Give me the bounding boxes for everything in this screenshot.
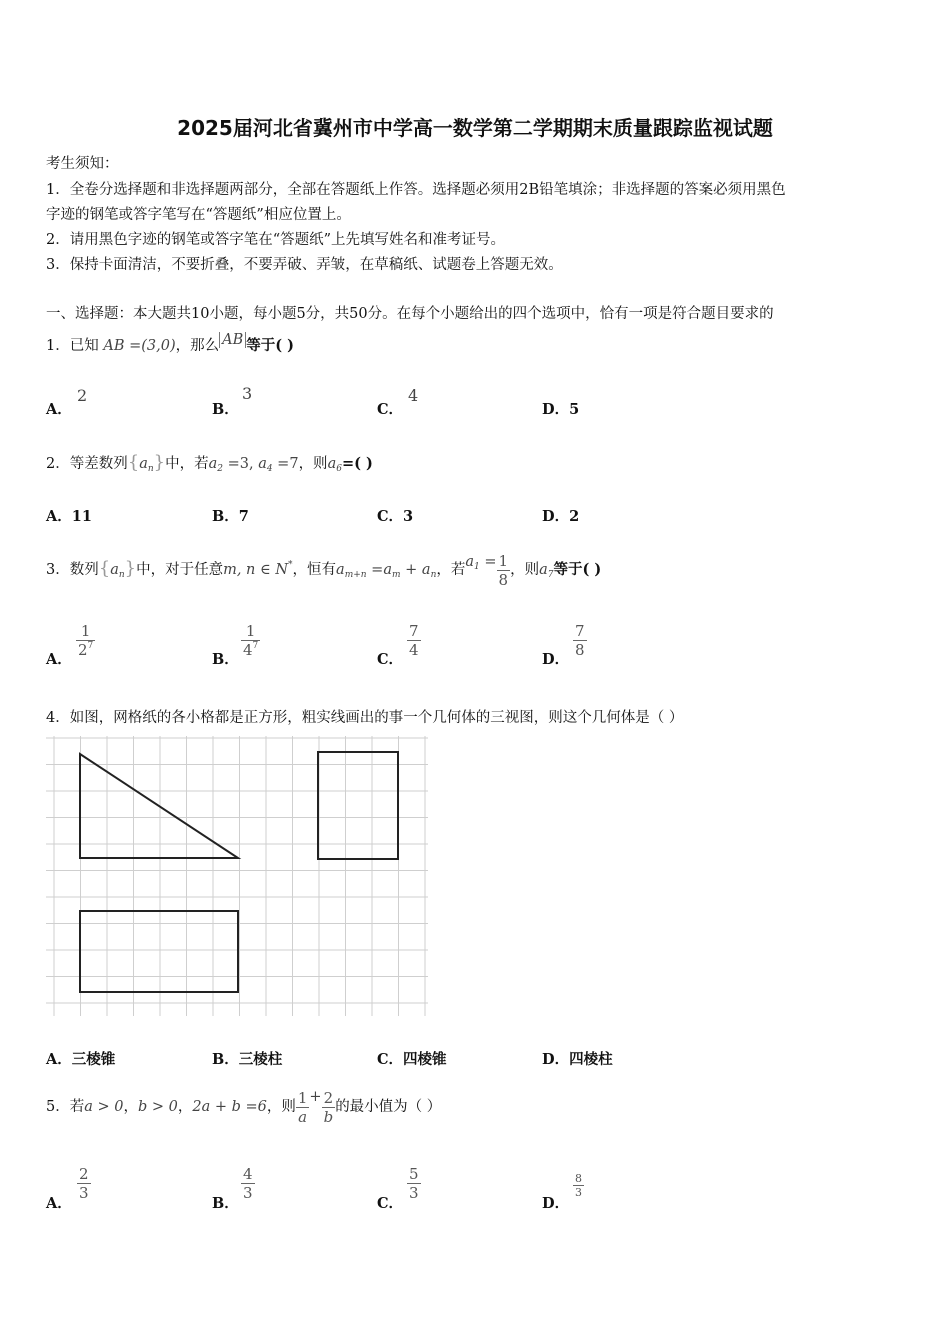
q2-option-d: D．2	[542, 508, 580, 525]
question-3	[46, 540, 601, 590]
q2-seq-brace-right: }	[153, 452, 166, 473]
q1-abs-ab: AB	[219, 332, 246, 348]
q4-option-d: D．四棱柱	[542, 1051, 613, 1068]
q5-constraint: 2a + b =6	[192, 1099, 267, 1115]
front-view-triangle	[80, 754, 238, 858]
q1-option-d-label: D．5	[542, 401, 580, 418]
question-2	[46, 452, 373, 474]
q3-text-5: ，则	[510, 562, 540, 578]
q3-option-a-fraction: $\frac{1}{2^7}$	[78, 622, 94, 659]
section-heading: 一、选择题：本大题共10小题，每小题5分，共50分。在每个小题给出的四个选项中，恰有一项是符合题目要求的	[46, 306, 774, 322]
q2-a2: a	[208, 456, 218, 472]
question-5	[46, 1082, 441, 1132]
q2-text-4: =( )	[341, 455, 373, 472]
q3-text-6: 等于( )	[553, 561, 602, 578]
notice-line-3: 3．保持卡面清洁，不要折叠，不要弄破、弄皱，在草稿纸、试题卷上答题无效。	[46, 257, 563, 273]
q4-text: 如图，网格纸的各小格都是正方形，粗实线画出的事一个几何体的三视图，则这个几何体是（ ）	[69, 710, 684, 726]
notice-line-2: 2．请用黑色字迹的钢笔或答字笔在“答题纸”上先填写姓名和准考证号。	[46, 232, 506, 248]
q3-seq-a: a	[110, 562, 119, 578]
q3-eq-2: =	[479, 554, 497, 570]
q1-option-d-value: 5	[569, 401, 580, 418]
q3-option-d-label: D．	[542, 651, 570, 668]
q3-number: 3．	[46, 562, 70, 578]
q2-seq-brace-left: {	[127, 452, 140, 473]
q1-vector-ab: AB =(3,0)	[103, 338, 176, 354]
q3-text-2: 中，对于任意	[136, 562, 224, 578]
q3-a7-sub: 7	[547, 570, 554, 580]
q2-seq-a: a	[139, 456, 148, 472]
q2-option-c: C．3	[377, 508, 414, 525]
q3-seq-brace-left: {	[98, 558, 111, 579]
q3-option-c-label: C．	[377, 651, 404, 668]
q1-text-2: ，那么	[175, 338, 220, 354]
q1-option-c-value: 4	[408, 386, 419, 405]
q3-option-c-fraction: $\frac{7}{4}$	[409, 622, 419, 659]
q3-am: a	[383, 562, 392, 578]
q5-text-5: 的最小值为（ ）	[335, 1099, 442, 1115]
q2-number: 2．	[46, 456, 70, 472]
q3-plus: +	[400, 562, 422, 578]
q1-option-a-value: 2	[77, 386, 88, 405]
q3-seq-brace-right: }	[124, 558, 137, 579]
question-4	[46, 706, 683, 727]
q2-a6: a	[327, 456, 337, 472]
q3-amn-sub: m+n	[344, 570, 367, 580]
q3-text-3: ，恒有	[292, 562, 337, 578]
q3-n-star: *	[288, 560, 293, 570]
q4-option-a: A．三棱锥	[46, 1051, 116, 1068]
q3-option-b-label: B．	[212, 651, 239, 668]
side-view-rectangle	[318, 752, 398, 859]
q1-text-1: 已知	[69, 338, 99, 354]
q5-option-b-fraction: $\frac{4}{3}$	[243, 1165, 253, 1202]
q3-a1-sub: 1	[474, 562, 480, 572]
q4-option-c: C．四棱锥	[377, 1051, 447, 1068]
page-title: 2025届河北省冀州市中学高一数学第二学期期末质量跟踪监视试题	[177, 116, 773, 140]
q3-text-4: ，若	[436, 562, 466, 578]
q1-option-b-label: B．	[212, 401, 239, 418]
three-view-figure	[46, 736, 428, 1016]
q5-option-d-fraction: $\frac{8}{3}$	[575, 1172, 582, 1200]
q3-fraction-1-8	[497, 552, 511, 589]
q3-a1: a	[465, 554, 475, 570]
q3-am-sub: m	[392, 570, 401, 580]
q3-seq-sub: n	[118, 570, 125, 580]
notice-line-1a: 1．全卷分选择题和非选择题两部分，全部在答题纸上作答。选择题必须用2B铅笔填涂；非选择题的答案必须用黑色	[46, 182, 786, 198]
q5-option-a-fraction: $\frac{2}{3}$	[79, 1165, 89, 1202]
notice-heading: 考生须知：	[46, 156, 119, 172]
q3-frac-den: 8	[498, 570, 509, 589]
q3-mn-in-n: m, n ∈ N	[223, 562, 289, 578]
q2-seq-sub: n	[147, 464, 154, 474]
q3-amn: a	[336, 562, 345, 578]
q2-text-1: 等差数列	[69, 456, 128, 472]
q3-option-b-fraction: $\frac{1}{4^7}$	[243, 622, 259, 659]
q2-text-2: 中，若	[165, 456, 209, 472]
q5-text-4: ，则	[266, 1099, 296, 1115]
q5-option-a-label: A．	[46, 1195, 72, 1212]
q1-number: 1．	[46, 338, 70, 354]
q5-text-2: ，	[123, 1099, 138, 1115]
q1-text-3: 等于( )	[246, 337, 295, 354]
q3-option-d-fraction: $\frac{7}{8}$	[575, 622, 585, 659]
q2-a2-sub: 2	[217, 464, 223, 474]
q2-eq-2: =7	[272, 456, 299, 472]
q3-eq: =	[366, 562, 384, 578]
q1-option-c-label: C．	[377, 401, 404, 418]
q5-option-c-label: C．	[377, 1195, 404, 1212]
question-1	[46, 334, 294, 355]
q2-eq-1: =3,	[222, 456, 259, 472]
q5-fraction-1-a: $\frac{1}{a}$	[297, 1088, 308, 1126]
q5-option-b-label: B．	[212, 1195, 239, 1212]
q1-option-b-value: 3	[242, 384, 253, 403]
q5-option-d-label: D．	[542, 1195, 570, 1212]
q2-option-b: B．7	[212, 508, 249, 525]
q3-option-a-label: A．	[46, 651, 72, 668]
q3-text-1: 数列	[69, 562, 99, 578]
q4-number: 4．	[46, 710, 70, 726]
q2-a6-sub: 6	[336, 464, 342, 474]
q2-option-a: A．11	[46, 508, 92, 525]
q1-option-a-label: A．	[46, 401, 72, 418]
notice-line-1b: 字迹的钢笔或答字笔写在“答题纸”相应位置上。	[46, 207, 351, 223]
q5-fraction-2-b: $\frac{2}{b}$	[323, 1088, 334, 1126]
q3-an-sub: n	[430, 570, 437, 580]
q2-a4: a	[258, 456, 267, 472]
q5-text-1: 若	[69, 1099, 85, 1115]
q2-text-3: ，则	[298, 456, 328, 472]
q5-cond-a: a > 0	[84, 1099, 124, 1115]
q5-text-3: ，	[177, 1099, 193, 1115]
q3-frac-num: 1	[498, 551, 509, 570]
q4-option-b: B．三棱柱	[212, 1051, 283, 1068]
q5-option-c-fraction: $\frac{5}{3}$	[409, 1165, 419, 1202]
q5-cond-b: b > 0	[137, 1099, 178, 1115]
q2-a4-sub: 4	[266, 464, 273, 474]
q3-an: a	[421, 562, 431, 578]
q5-number: 5．	[46, 1099, 70, 1115]
q5-plus: +	[309, 1089, 322, 1105]
q3-a7: a	[539, 562, 548, 578]
